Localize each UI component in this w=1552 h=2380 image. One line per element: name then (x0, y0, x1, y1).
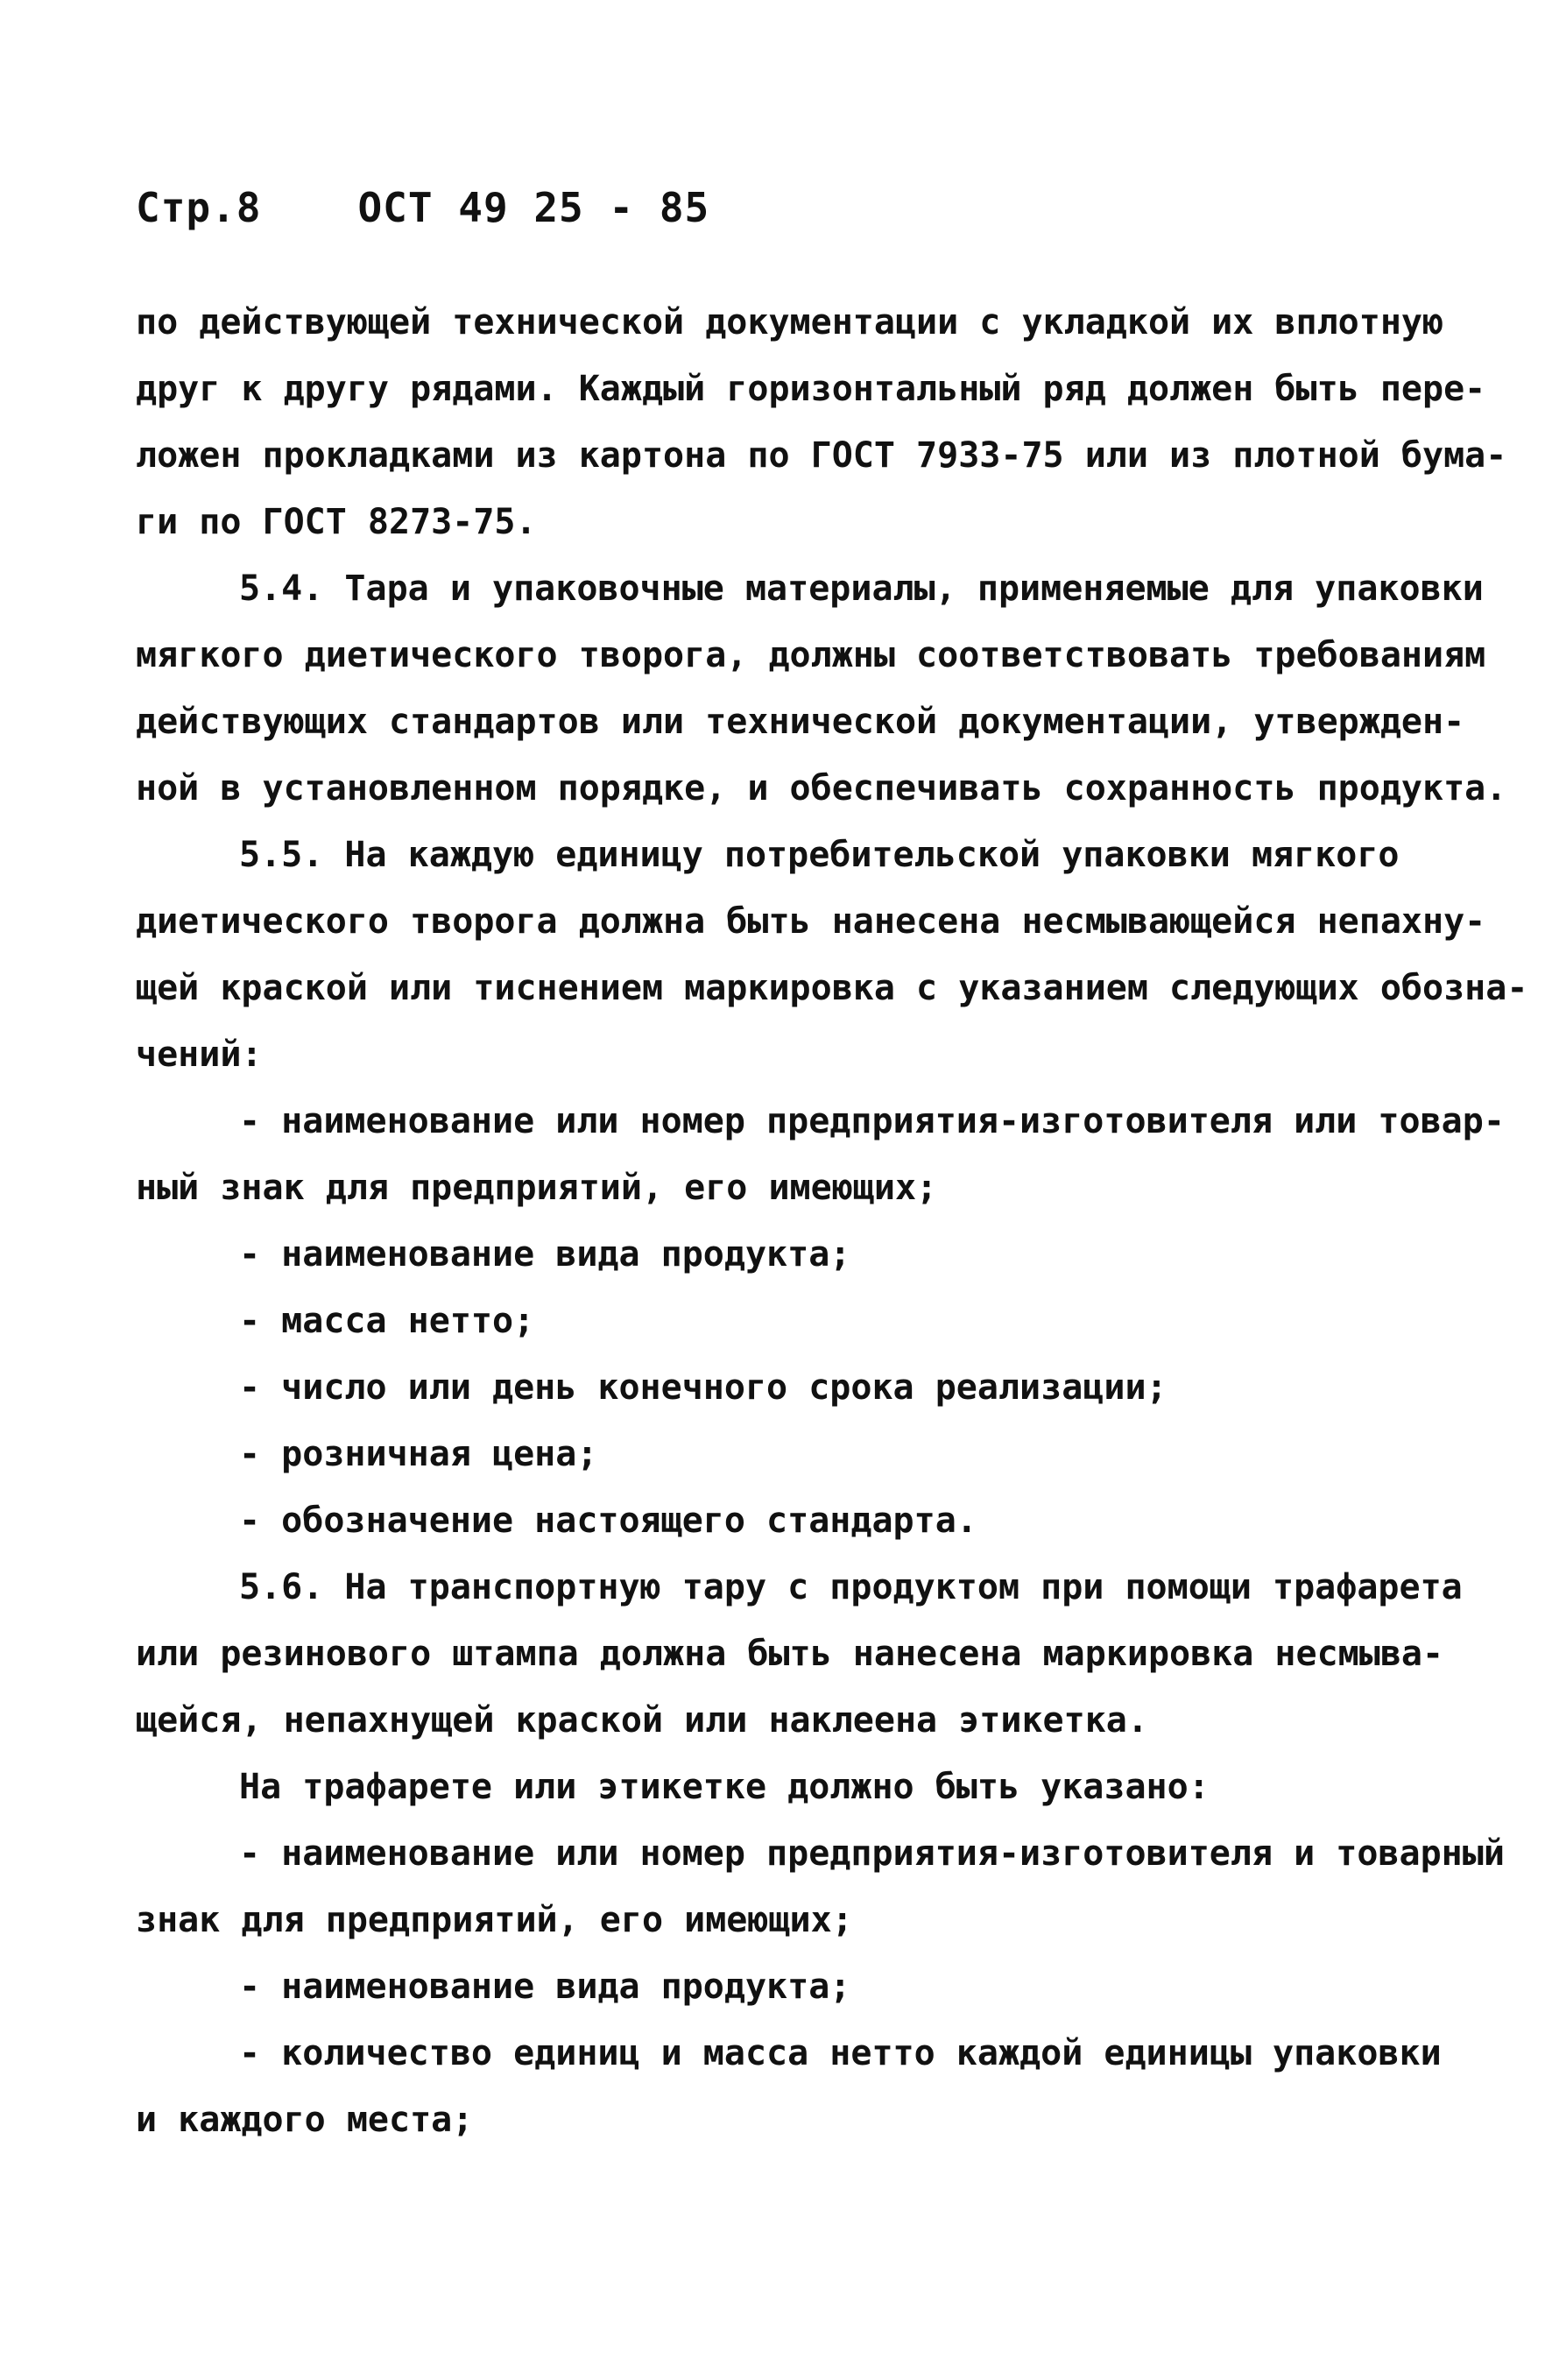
text-line: 5.6. На транспортную тару с продуктом при помощи трафарета (239, 1567, 1463, 1607)
page-number: Стр.8 (136, 184, 262, 231)
text-line: - наименование вида продукта; (239, 1967, 851, 2007)
text-line: щейся, непахнущей краской или наклеена этикетка. (136, 1700, 1148, 1741)
text-line: - наименование вида продукта; (239, 1234, 851, 1275)
text-line: - наименование или номер предприятия-изготовителя и товарный (239, 1833, 1505, 1874)
document-body (136, 289, 1528, 2153)
text-line: На трафарете или этикетке должно быть указано: (239, 1767, 1210, 1807)
text-line: чений: (136, 1035, 263, 1075)
text-line: друг к другу рядами. Каждый горизонтальный ряд должен быть пере- (136, 369, 1486, 409)
standard-designation: ОСТ 49 25 - 85 (357, 184, 710, 231)
text-line: и каждого места; (136, 2100, 474, 2140)
text-line: или резинового штампа должна быть нанесена маркировка несмыва- (136, 1634, 1444, 1674)
text-line: щей краской или тиснением маркировка с указанием следующих обозна- (136, 968, 1528, 1008)
text-line: - масса нетто; (239, 1301, 535, 1341)
text-line: 5.5. На каждую единицу потребительской упаковки мягкого (239, 835, 1400, 875)
text-line: - число или день конечного срока реализации; (239, 1367, 1168, 1408)
text-line: ги по ГОСТ 8273-75. (136, 502, 537, 542)
text-line: знак для предприятий, его имеющих; (136, 1900, 853, 1940)
text-line: действующих стандартов или технической документации, утвержден- (136, 702, 1465, 742)
text-line: - обозначение настоящего стандарта. (239, 1501, 977, 1541)
text-line: ный знак для предприятий, его имеющих; (136, 1168, 938, 1208)
text-line: - розничная цена; (239, 1434, 598, 1474)
text-line: ной в установленном порядке, и обеспечивать сохранность продукта. (136, 768, 1507, 809)
text-line: диетического творога должна быть нанесена несмывающейся непахну- (136, 901, 1486, 942)
text-line: 5.4. Тара и упаковочные материалы, применяемые для упаковки (239, 569, 1484, 609)
text-line: - наименование или номер предприятия-изготовителя или товар- (239, 1101, 1505, 1141)
text-line: мягкого диетического творога, должны соответствовать требованиям (136, 635, 1486, 675)
text-line: - количество единиц и масса нетто каждой единицы упаковки (239, 2033, 1442, 2073)
page-header (136, 184, 806, 231)
text-line: ложен прокладками из картона по ГОСТ 7933-75 или из плотной бума- (136, 435, 1507, 476)
text-line: по действующей технической документации с укладкой их вплотную (136, 302, 1444, 343)
